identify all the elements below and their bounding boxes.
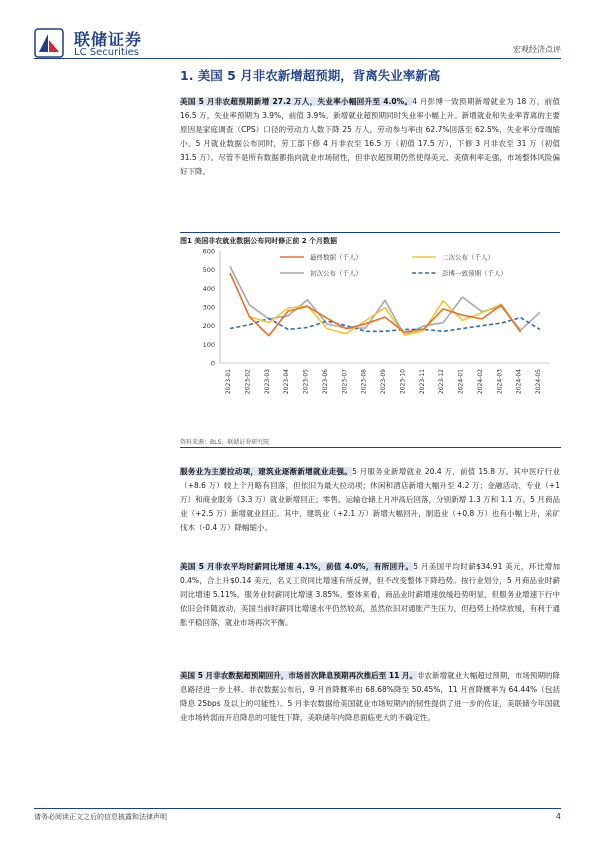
x-tick-label: 2024-04	[515, 369, 523, 395]
paragraph-3-lead: 美国 5 月非农平均时薪同比增速 4.1%，前值 4.0%，有所回升。	[180, 562, 414, 571]
header-divider	[34, 58, 561, 59]
y-tick-label: 100	[202, 340, 215, 349]
figure-divider	[180, 447, 561, 448]
x-tick-label: 2024-02	[476, 369, 484, 395]
y-tick-label: 300	[202, 303, 215, 312]
paragraph-3	[180, 560, 560, 630]
chart-svg	[180, 243, 560, 433]
x-tick-label: 2023-07	[341, 369, 349, 395]
page-header	[0, 0, 595, 62]
paragraph-1-body: 4 月彭博一致预期新增就业为 18 万，前值 16.5 万，失业率预期为 3.9%，前值 3.9%。新增就业超预期同时失业率小幅上升。新增就业和失业率背离的主要原因是家庭调查（CPS）口径的劳动力人数下降 25 万人，劳动参与率由 62.7%回落至 62.5%，失业率分母端缩小。5 月就业数据公布同时，劳工部下修 4 月非农至 16.5 万（初值 17.5 万），下修 3 月非农至 31 万（初值 31.5 万）。尽管不是所有数据都指向就业市场韧性，但非农超预期仍然使得美元、美债利率走强，市场整体风险偏好下降。	[180, 97, 561, 176]
x-tick-label: 2023-04	[283, 369, 291, 395]
x-tick-label: 2024-05	[535, 369, 542, 395]
legend-label-3: 彭博一致预期（千人）	[442, 269, 507, 278]
x-tick-label: 2023-01	[225, 369, 232, 395]
x-tick-label: 2024-03	[496, 369, 504, 395]
figure-caption: 图1 美国非农就业数据公布同时修正前 2 个月数据	[180, 232, 560, 246]
x-tick-label: 2023-12	[438, 369, 446, 395]
section-title: 1. 美国 5 月非农新增超预期，背离失业率新高	[180, 68, 441, 83]
x-tick-label: 2023-09	[380, 369, 387, 395]
paragraph-2	[180, 465, 560, 535]
legend-label-0: 最终数据（千人）	[310, 253, 362, 262]
x-tick-label: 2023-08	[360, 369, 368, 395]
y-tick-label: 600	[202, 247, 215, 256]
figure-source: 资料来源：BLS，联储证券研究院	[180, 439, 270, 446]
paragraph-4	[180, 669, 560, 725]
paragraph-2-lead: 服务业为主要拉动项，建筑业逐渐新增就业走强。	[180, 467, 353, 476]
lc-securities-logo-icon	[34, 28, 64, 58]
company-name-en: LC Securities	[74, 47, 140, 58]
footer-divider	[34, 808, 561, 809]
x-tick-label: 2023-03	[263, 369, 271, 395]
paragraph-1	[180, 95, 560, 179]
x-tick-label: 2023-02	[244, 369, 252, 395]
x-tick-label: 2023-06	[321, 369, 329, 395]
paragraph-2-body: 5 月服务业新增就业 20.4 万，前值 15.8 万。其中医疗行业（+8.6 万）较上个月略有回落，但依旧为最大拉动项；休闲和酒店新增大幅升至 4.2 万；金融活动、专业（+1 万）和商业服务（3.3 万）就业新增回正；零售、运输仓储上月冲高后回落，分别新增 1.3 万和 1.1 万。5 月商品业（+2.5 万）新增就业回正。其中，建筑业（+2.1 万）新增大幅回升，制造业（+0.8 万）也有小幅上升，采矿伐木（-0.4 万）降幅缩小。	[180, 467, 561, 532]
y-tick-label: 500	[202, 266, 215, 275]
footer-disclaimer: 请务必阅读正文之后的信息披露和法律声明	[34, 813, 167, 821]
nonfarm-payroll-chart	[180, 243, 560, 433]
x-tick-label: 2023-10	[399, 369, 407, 395]
x-tick-label: 2023-11	[418, 369, 426, 395]
y-tick-label: 400	[202, 284, 215, 293]
y-tick-label: 200	[202, 322, 215, 331]
y-tick-label: 0	[210, 359, 215, 368]
legend-label-2: 初次公布（千人）	[310, 269, 362, 278]
company-name-cn: 联储证券	[74, 30, 143, 49]
paragraph-1-lead: 美国 5 月非农超预期新增 27.2 万人，失业率小幅回升至 4.0%。	[180, 97, 413, 106]
legend-label-1: 二次公布（千人）	[442, 253, 494, 262]
series-line-3	[230, 318, 540, 332]
page-number: 4	[555, 812, 561, 821]
x-tick-label: 2023-05	[302, 369, 310, 395]
paragraph-3-body: 5 月美国平均时薪$34.91 美元，环比增加 0.4%，合上升$0.14 美元，名义工资同比增速有所反弹，但不改变整体下降趋势。按行业划分，5 月商品业时薪同比增速 5.11%，服务业时薪同比增速 3.85%。整体来看，商品业时薪增速放缓趋势明显，但服务业增速下行中依旧会伴随波动，美国当前时薪同比增速水平仍然较高，虽然依旧对通胀产生压力，但趋势上持续放缓，有利于通胀平稳回落，就业市场再次平衡。	[180, 562, 560, 627]
x-tick-label: 2024-01	[457, 369, 465, 395]
paragraph-4-lead: 美国 5 月非农数据超预期回升，市场首次降息预期再次推后至 11 月。	[180, 671, 417, 680]
report-type-label: 宏观经济点评	[513, 45, 561, 54]
paragraph-4-body: 非农新增就业大幅超过预期，市场预期的降息路径进一步上移。非农数据公布后，9 月首降概率由 68.68%降至 50.45%，11 月首降概率为 64.44%（包括降息 25bps 及以上的可能性）。5 月非农数据给美国就业市场短期内的韧性提供了进一步的佐证，美联储今年国就业市场转弱而开启降息的可能性下降，美联储年内降息面临更大的不确定性。	[180, 671, 560, 722]
